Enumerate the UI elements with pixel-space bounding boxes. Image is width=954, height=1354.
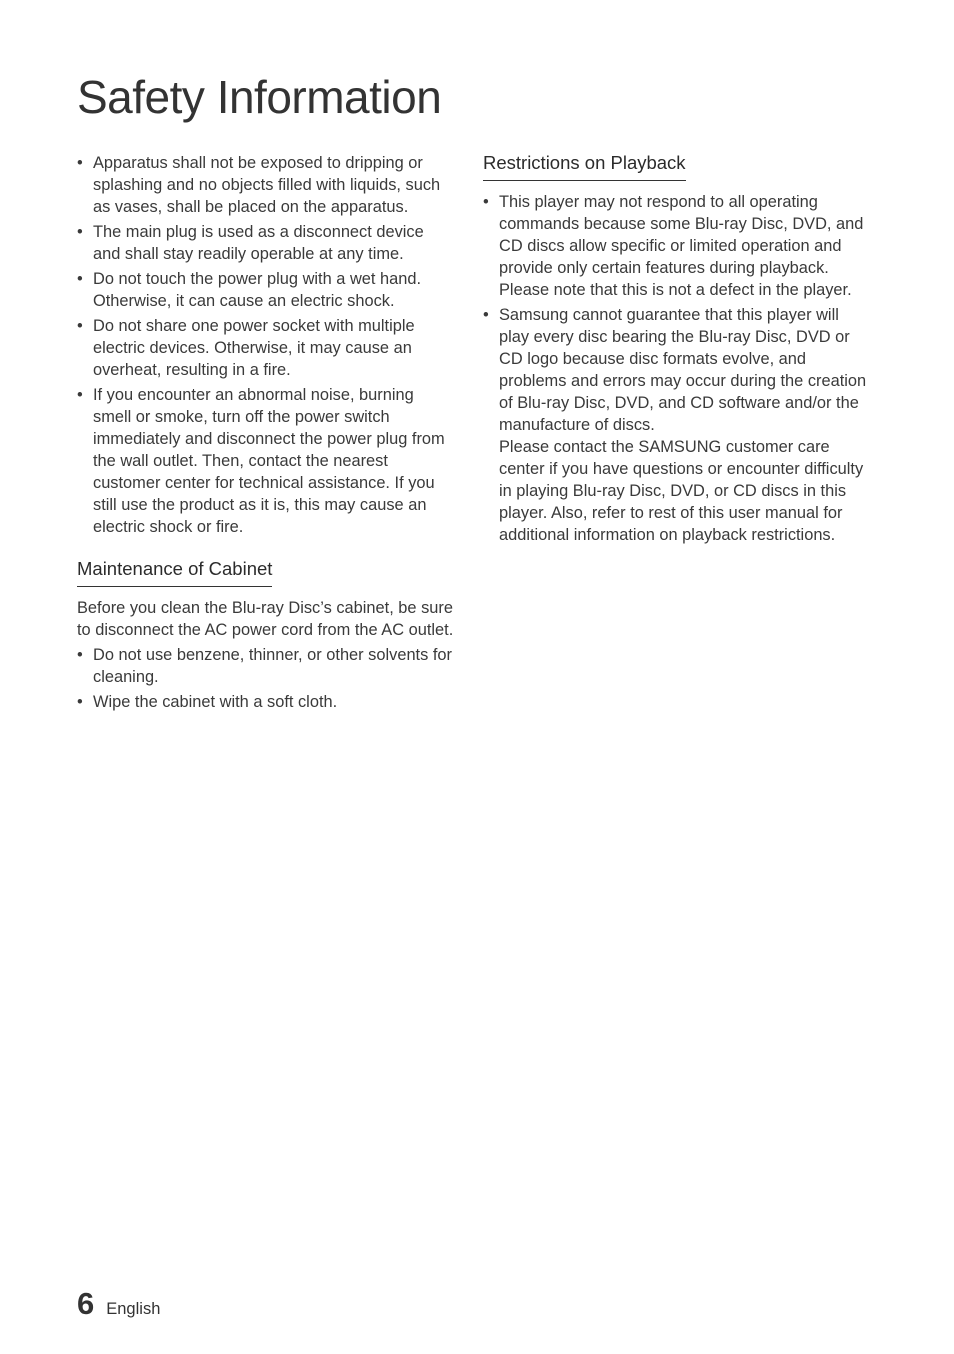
safety-bullet-list (77, 152, 455, 538)
page-language: English (106, 1300, 161, 1318)
maintenance-heading: Maintenance of Cabinet (77, 558, 272, 587)
restrictions-heading: Restrictions on Playback (483, 152, 686, 181)
list-item (483, 191, 868, 301)
restriction-item-note: Please note that this is not a defect in the player. (499, 281, 852, 299)
restrictions-bullet-list (483, 191, 868, 546)
maintenance-section (77, 558, 455, 713)
restriction-item-text: • Samsung cannot guarantee that this player will play every disc bearing the Blu-ray Disc, DVD or CD logo because disc formats evolve, and problems and errors may occur during the creation of Blu-ray Disc, DVD, and CD software and/or the manufacture of discs. (499, 306, 867, 434)
list-item: • Wipe the cabinet with a soft cloth. (77, 691, 455, 713)
list-item: • Do not share one power socket with multiple electric devices. Otherwise, it may cause an overheat, resulting in a fire. (77, 315, 455, 381)
list-item: • Apparatus shall not be exposed to dripping or splashing and no objects filled with liquids, such as vases, shall be placed on the apparatus. (77, 152, 455, 218)
page-number: 6 (77, 1286, 95, 1321)
left-column (77, 152, 455, 716)
restriction-item-note: Please contact the SAMSUNG customer care center if you have questions or encounter difficulty in playing Blu-ray Disc, DVD, or CD discs in this player. Also, refer to rest of this user manual for additional information on playback restrictions. (499, 438, 864, 544)
page-footer (77, 1286, 160, 1322)
list-item: • If you encounter an abnormal noise, burning smell or smoke, turn off the power switch immediately and disconnect the power plug from the wall outlet. Then, contact the nearest customer center for technical assistance. If you still use the product as it is, this may cause an electric shock or fire. (77, 384, 455, 538)
list-item: • The main plug is used as a disconnect device and shall stay readily operable at any time. (77, 221, 455, 265)
list-item: • Do not use benzene, thinner, or other solvents for cleaning. (77, 644, 455, 688)
restriction-item-text: • This player may not respond to all operating commands because some Blu-ray Disc, DVD, and CD discs allow specific or limited operation and provide only certain features during playback. (499, 193, 864, 277)
maintenance-bullet-list (77, 644, 455, 713)
right-column (483, 152, 868, 549)
page-title: Safety Information (77, 71, 442, 123)
list-item: • Do not touch the power plug with a wet hand. Otherwise, it can cause an electric shock. (77, 268, 455, 312)
list-item (483, 304, 868, 546)
maintenance-intro: Before you clean the Blu-ray Disc’s cabinet, be sure to disconnect the AC power cord from the AC outlet. (77, 599, 454, 639)
